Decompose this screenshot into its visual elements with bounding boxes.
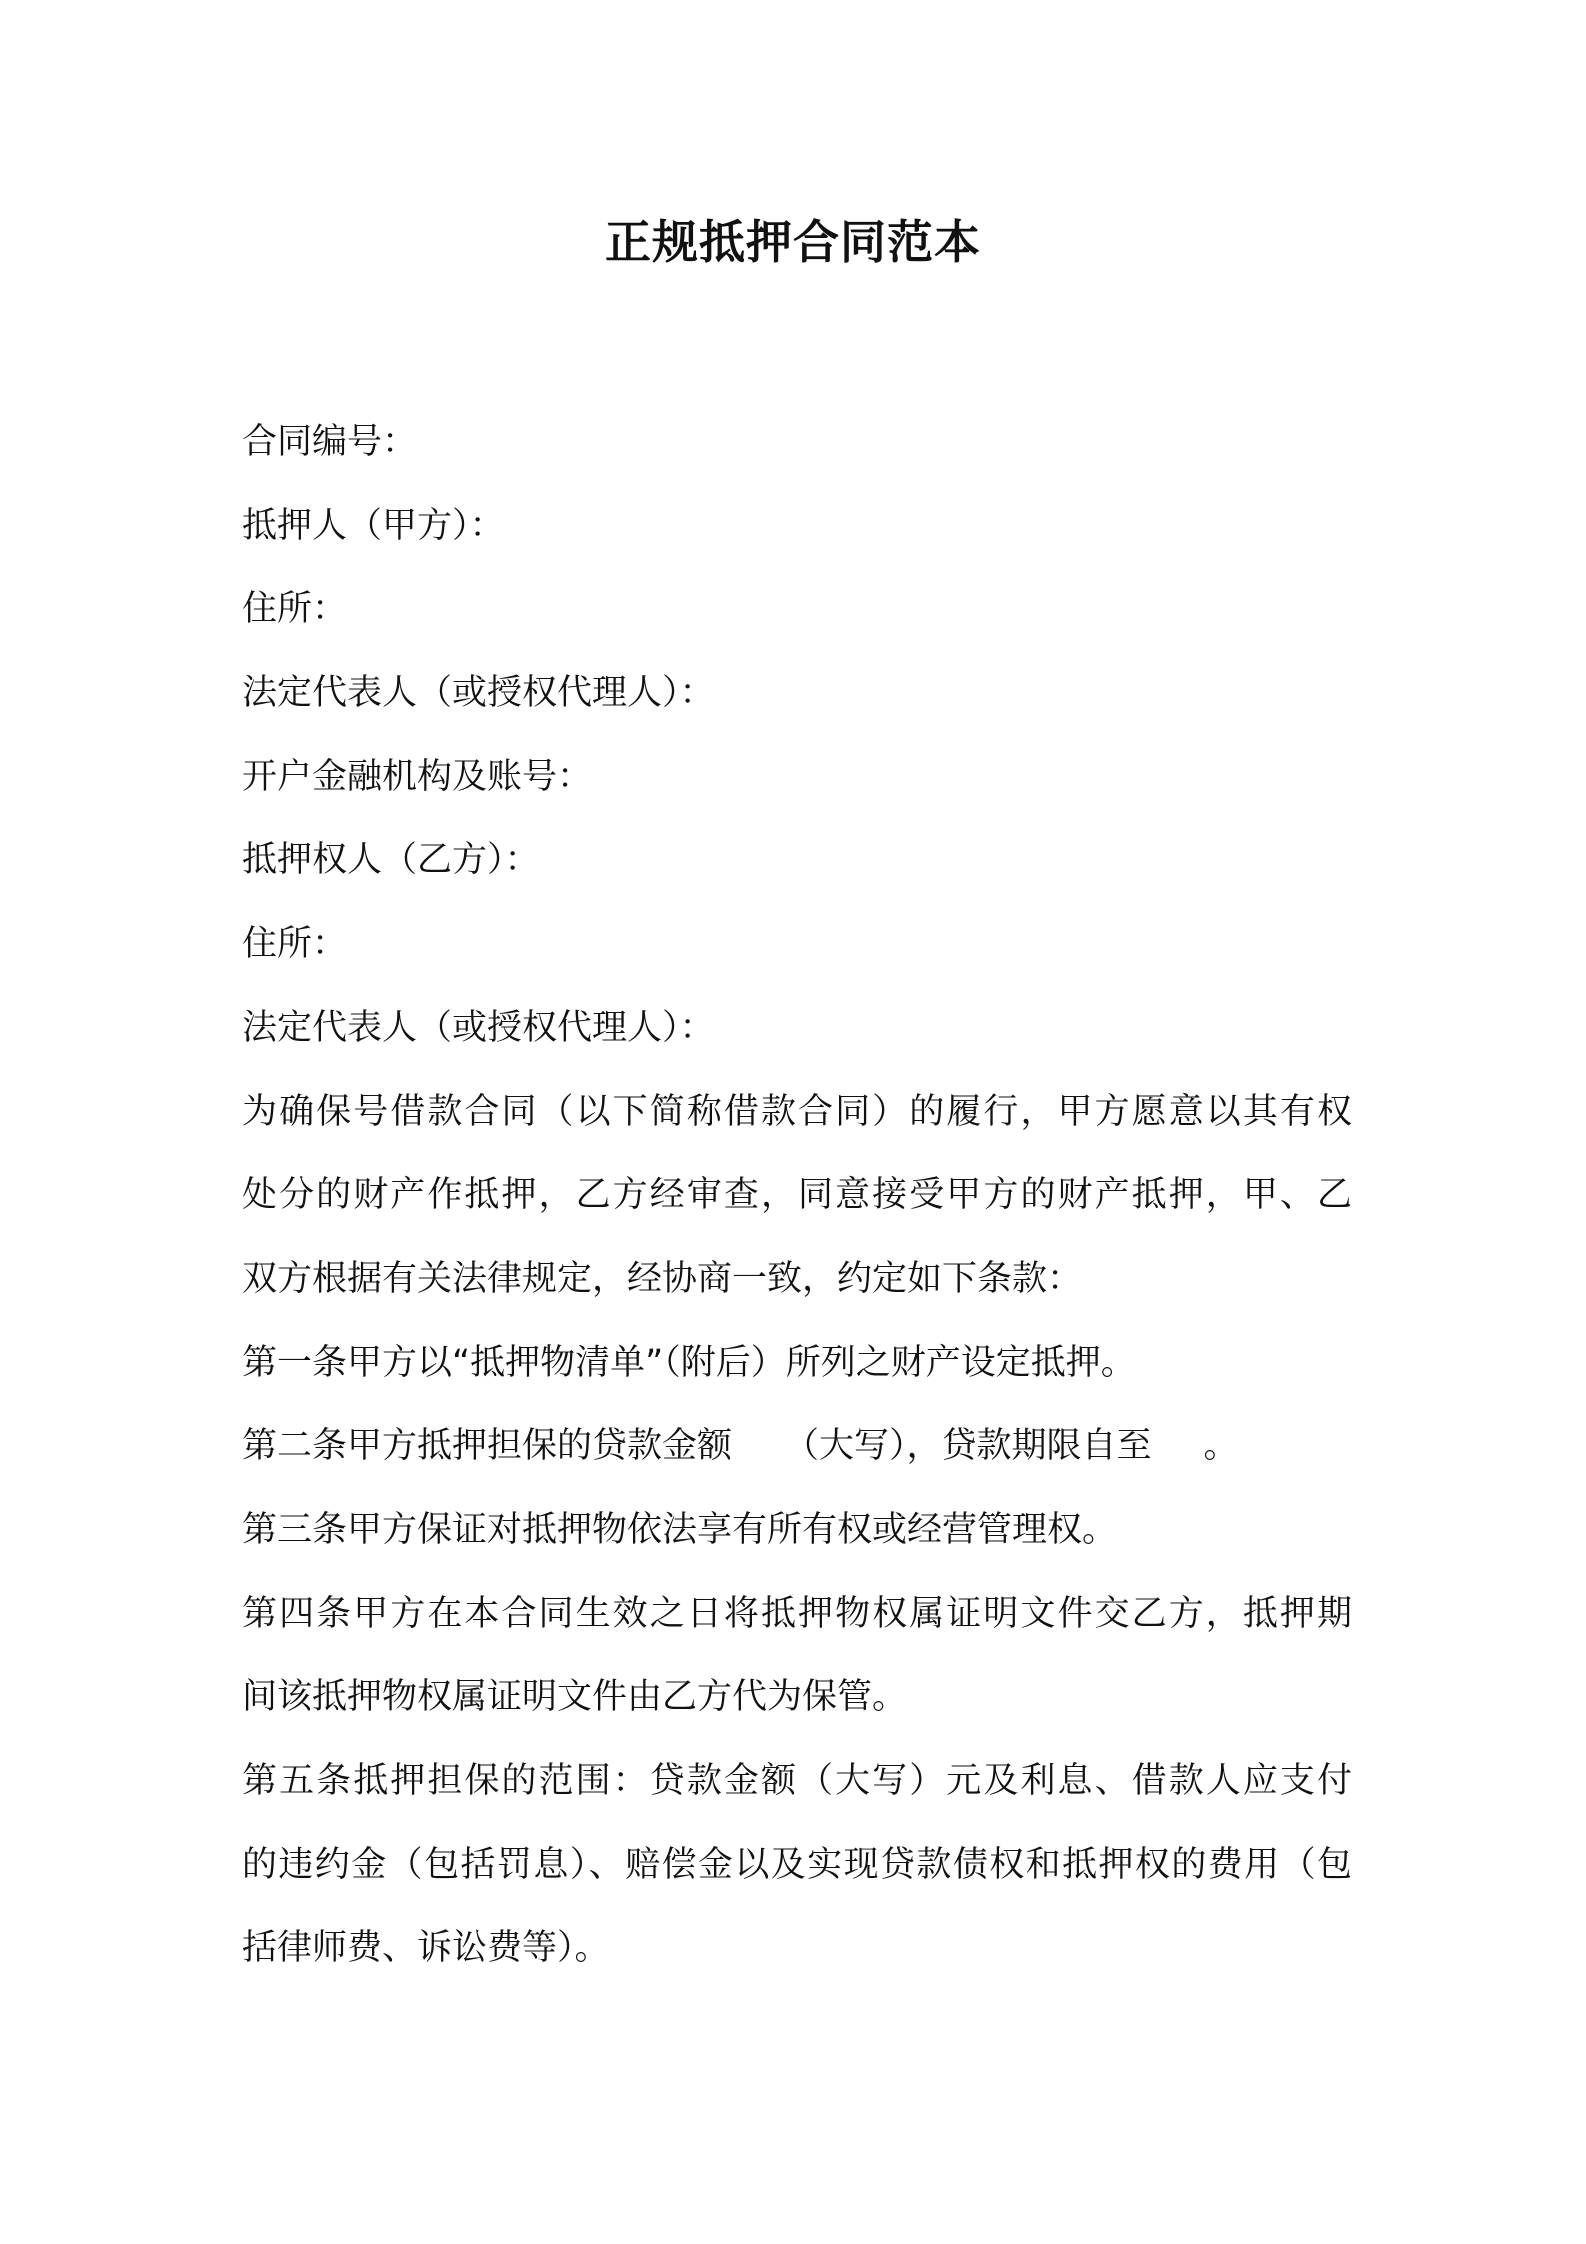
field-mortgagee-representative: 法定代表人（或授权代理人）： <box>242 1007 715 1048</box>
article-2-part-2: （大写），贷款期限自至 <box>784 1426 1152 1467</box>
article-5-line: 括律师费、诉讼费等）。 <box>242 1928 610 1969</box>
field-mortgagee-address: 住所： <box>242 924 348 965</box>
article-5-line: 第五条抵押担保的范围：贷款金额（大写）元及利息、借款人应支付 <box>242 1761 1352 1801</box>
preamble-line: 为确保号借款合同（以下简称借款合同）的履行，甲方愿意以其有权 <box>242 1091 1352 1132</box>
article-1: 第一条甲方以“抵押物清单”（附后）所列之财产设定抵押。 <box>242 1342 1136 1383</box>
article-2 <box>242 1412 1352 1496</box>
document-body <box>242 408 1352 1998</box>
field-mortgagee: 抵押权人（乙方）： <box>242 840 540 881</box>
field-mortgagor: 抵押人（甲方）： <box>242 505 505 546</box>
article-2-part-3: 。 <box>1203 1426 1239 1467</box>
article-4-line: 第四条甲方在本合同生效之日将抵押物权属证明文件交乙方，抵押期 <box>242 1593 1352 1634</box>
field-mortgagor-bank-account: 开户金融机构及账号： <box>242 756 593 797</box>
article-4-line: 间该抵押物权属证明文件由乙方代为保管。 <box>242 1677 908 1718</box>
preamble-line: 双方根据有关法律规定，经协商一致，约定如下条款： <box>242 1258 1083 1299</box>
article-3: 第三条甲方保证对抵押物依法享有所有权或经营管理权。 <box>242 1509 1118 1550</box>
field-mortgagor-representative: 法定代表人（或授权代理人）： <box>242 673 715 714</box>
preamble-line: 处分的财产作抵押，乙方经审查，同意接受甲方的财产抵押，甲、乙 <box>242 1175 1352 1216</box>
article-2-part-1: 第二条甲方抵押担保的贷款金额 <box>242 1426 733 1467</box>
field-contract-number: 合同编号： <box>242 422 418 462</box>
article-5-line: 的违约金（包括罚息）、赔偿金以及实现贷款债权和抵押权的费用（包 <box>242 1844 1352 1885</box>
field-mortgagor-address: 住所： <box>242 589 348 630</box>
document-title: 正规抵押合同范本 <box>605 215 981 269</box>
